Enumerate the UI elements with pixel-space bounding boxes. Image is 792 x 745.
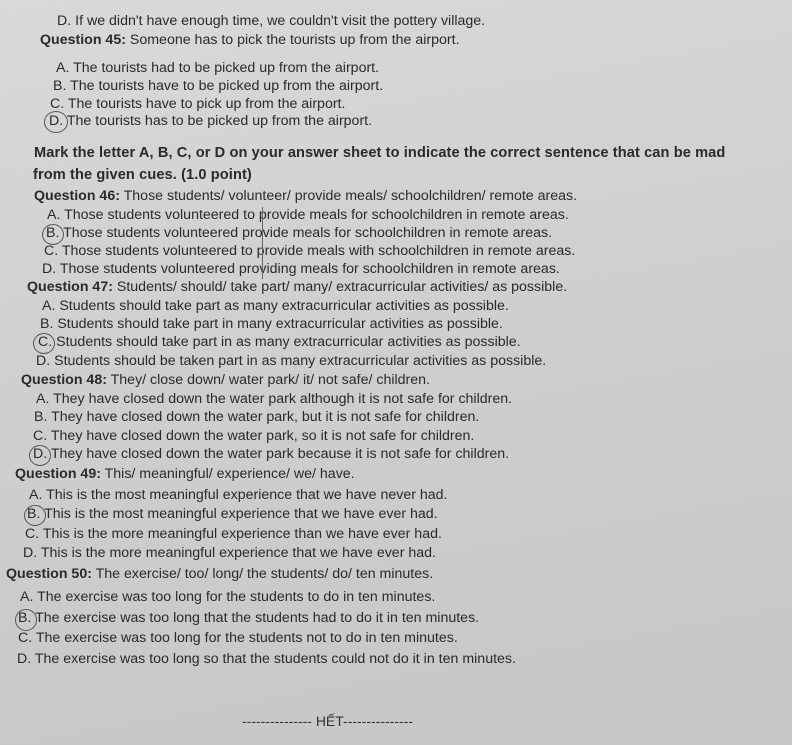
instruction-line: from the given cues. (1.0 point) [33, 167, 252, 183]
answer-circle-mark [33, 333, 55, 354]
question-label: Question 46: [34, 188, 120, 204]
option-line: C. The exercise was too long for the students not to do in ten minutes. [18, 630, 458, 646]
instruction-line: Mark the letter A, B, C, or D on your answer sheet to indicate the correct sentence that can be mad [34, 145, 726, 161]
option-line: C. This is the more meaningful experience than we have ever had. [25, 526, 442, 542]
answer-circle-mark [15, 609, 37, 631]
question-line: Question 47: Students/ should/ take part/ many/ extracurricular activities/ as possible. [27, 279, 568, 295]
option-line: C. The tourists have to pick up from the airport. [50, 96, 346, 112]
option-line: C. Those students volunteered to provide meals with schoolchildren in remote areas. [44, 243, 576, 259]
option-line: D. If we didn't have enough time, we couldn't visit the pottery village. [57, 13, 486, 29]
end-marker: --------------- HẾT--------------- [242, 713, 413, 729]
question-line: Question 50: The exercise/ too/ long/ the students/ do/ ten minutes. [6, 566, 434, 582]
question-line: Question 48: They/ close down/ water park/ it/ not safe/ children. [21, 372, 430, 388]
option-line: A. Those students volunteered to provide meals for schoolchildren in remote areas. [47, 207, 569, 223]
question-label: Question 50: [6, 566, 92, 582]
option-line: D. They have closed down the water park because it is not safe for children. [33, 446, 510, 462]
option-line: D. The exercise was too long so that the students could not do it in ten minutes. [17, 651, 516, 667]
option-line: C. Students should take part in as many extracurricular activities as possible. [38, 334, 521, 350]
option-line: D. The tourists has to be picked up from the airport. [49, 113, 373, 129]
question-label: Question 49: [15, 466, 101, 482]
option-line: C. They have closed down the water park, so it is not safe for children. [33, 428, 475, 444]
answer-circle-mark [42, 224, 64, 245]
answer-circle-mark [24, 505, 46, 526]
question-line: Question 46: Those students/ volunteer/ provide meals/ schoolchildren/ remote areas. [34, 188, 578, 204]
question-label: Question 47: [27, 279, 113, 295]
pen-mark [262, 207, 263, 279]
answer-circle-mark [29, 445, 51, 466]
answer-circle-mark [44, 111, 68, 133]
option-line: A. The tourists had to be picked up from the airport. [56, 60, 380, 76]
option-line: B. The exercise was too long that the students had to do it in ten minutes. [18, 610, 480, 626]
question-label: Question 48: [21, 372, 107, 388]
question-label: Question 45: [40, 32, 126, 48]
question-line: Question 45: Someone has to pick the tourists up from the airport. [40, 32, 460, 48]
option-line: A. Students should take part as many extracurricular activities as possible. [42, 298, 509, 314]
question-line: Question 49: This/ meaningful/ experience/ we/ have. [15, 466, 355, 482]
option-line: D. Students should be taken part in as many extracurricular activities as possible. [36, 353, 547, 369]
option-line: D. Those students volunteered providing meals for schoolchildren in remote areas. [42, 261, 560, 277]
option-line: A. They have closed down the water park although it is not safe for children. [36, 391, 513, 407]
option-line: B. Students should take part in many extracurricular activities as possible. [40, 316, 503, 332]
option-line: D. This is the more meaningful experience that we have ever had. [23, 545, 436, 561]
option-line: A. This is the most meaningful experience that we have never had. [29, 487, 448, 503]
option-line: A. The exercise was too long for the students to do in ten minutes. [20, 589, 436, 605]
option-line: B. They have closed down the water park, but it is not safe for children. [34, 409, 480, 425]
option-line: B. The tourists have to be picked up from the airport. [53, 78, 384, 94]
option-line: B. Those students volunteered provide meals for schoolchildren in remote areas. [46, 225, 553, 241]
option-line: B. This is the most meaningful experience that we have ever had. [27, 506, 438, 522]
